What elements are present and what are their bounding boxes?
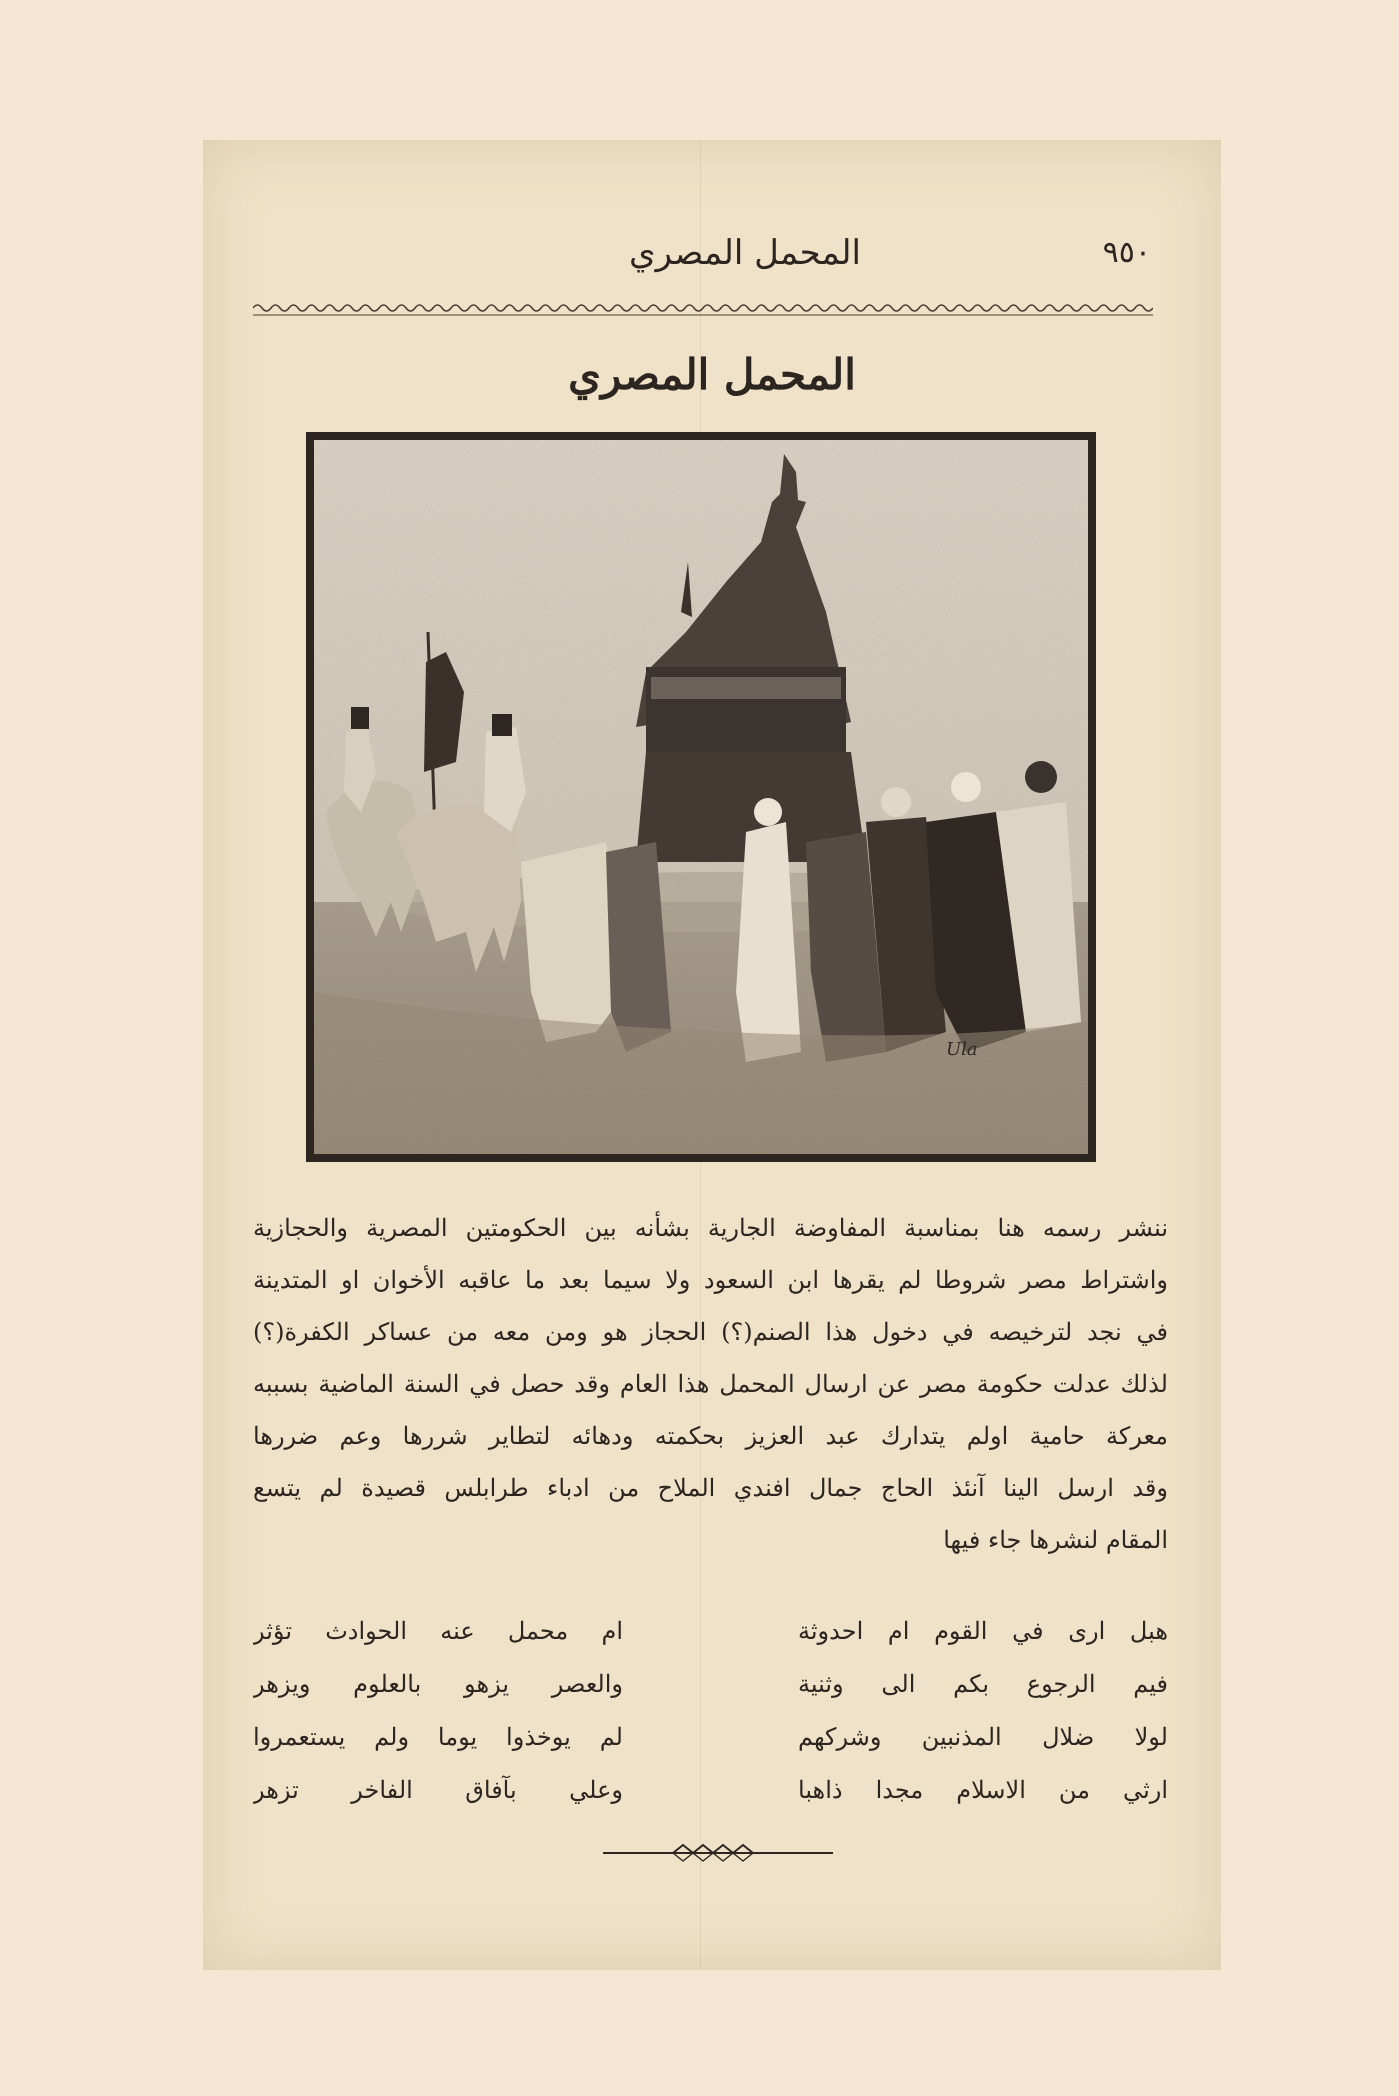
page-number: ٩٥٠ [1102, 235, 1151, 270]
poem-verse [253, 1658, 1168, 1711]
body-line-6: وقد ارسل الينا آنئذ الحاج جمال افندي الملاح من ادباء طرابلس قصيدة لم يتسع [253, 1474, 1168, 1502]
poem-verse [253, 1711, 1168, 1764]
verse-first-half: فيم الرجوع بكم الى وثنية [798, 1670, 1168, 1698]
verse-first-half: هبل ارى في القوم ام احدوثة [798, 1617, 1168, 1645]
verse-second-half: ام محمل عنه الحوادث تؤثر [253, 1617, 623, 1645]
mahmal-photograph [306, 432, 1096, 1162]
article-body [253, 1202, 1168, 1566]
verse-first-half: ارثي من الاسلام مجدا ذاهبا [798, 1776, 1168, 1804]
end-ornament [603, 1840, 833, 1866]
poem-verse [253, 1605, 1168, 1658]
photo-signature: Ula [946, 1039, 978, 1060]
body-line-5: معركة حامية اولم يتدارك عبد العزيز بحكمته ودهائه لتطاير شررها وعم ضررها [253, 1422, 1168, 1450]
magazine-page [203, 140, 1221, 1970]
verse-second-half: وعلي بآفاق الفاخر تزهر [253, 1776, 623, 1804]
poem-verse [253, 1764, 1168, 1817]
verse-second-half: لم يوخذوا يوما ولم يستعمروا [253, 1723, 623, 1751]
poem [253, 1605, 1168, 1817]
page-header [253, 228, 1151, 288]
running-title: المحمل المصري [629, 233, 861, 273]
verse-first-half: لولا ضلال المذنبين وشركهم [798, 1723, 1168, 1751]
header-wavy-rule [253, 300, 1153, 318]
body-line-7: المقام لنشرها جاء فيها [943, 1526, 1168, 1554]
article-title: المحمل المصري [568, 350, 856, 399]
body-line-4: لذلك عدلت حكومة مصر عن ارسال المحمل هذا العام وقد حصل في السنة الماضية بسببه [253, 1370, 1168, 1398]
body-line-1: ننشر رسمه هنا بمناسبة المفاوضة الجارية بشأنه بين الحكومتين المصرية والحجازية [253, 1214, 1168, 1242]
verse-second-half: والعصر يزهو بالعلوم ويزهر [253, 1670, 623, 1698]
body-line-2: واشتراط مصر شروطا لم يقرها ابن السعود ولا سيما بعد ما عاقبه الأخوان او المتدينة [253, 1266, 1168, 1294]
body-line-3: في نجد لترخيصه في دخول هذا الصنم(؟) الحجاز هو ومن معه من عساكر الكفرة(؟) [253, 1318, 1168, 1346]
